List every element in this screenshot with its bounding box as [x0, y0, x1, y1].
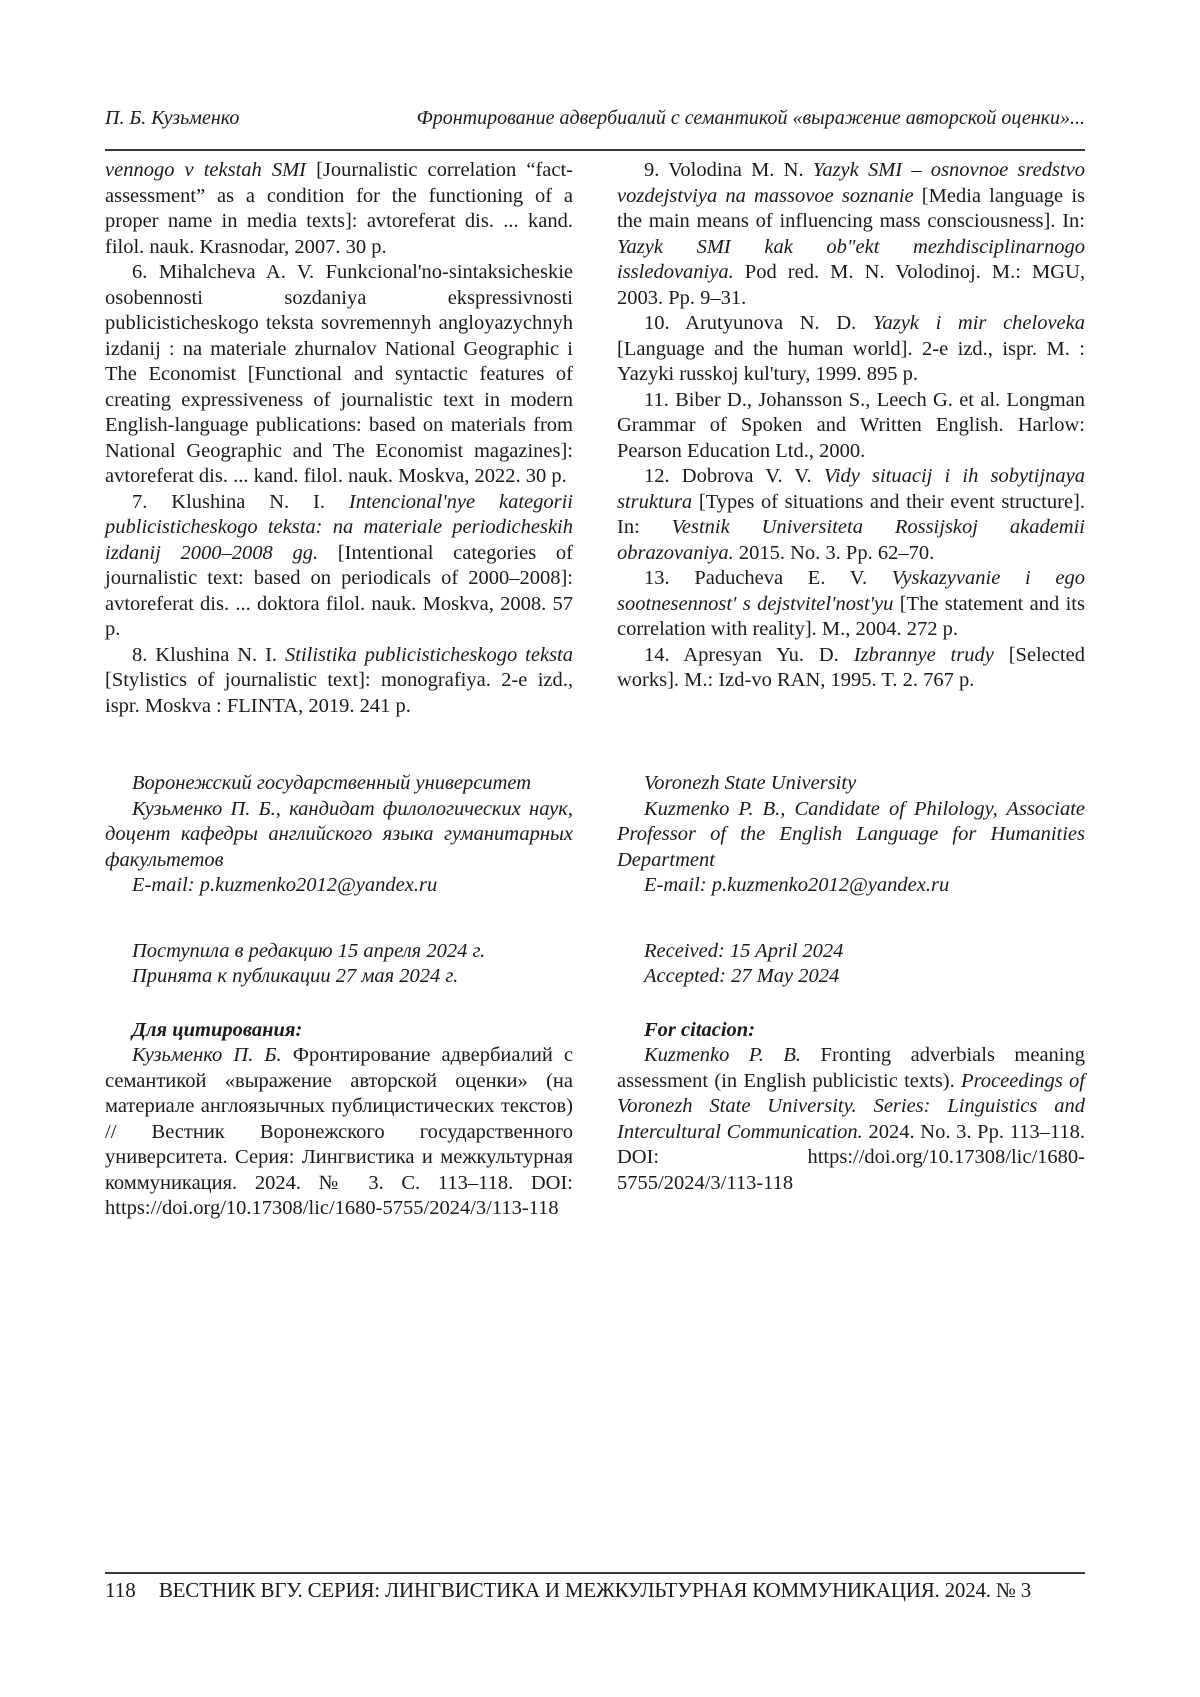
- running-head: [105, 106, 1085, 130]
- reference-item-10: 10. Arutyunova N. D. Yazyk i mir cheloveka [Language and the human world]. 2-e izd., ispr. M. : Yazyki russkoj kul'tury, 1999. 895 p.: [617, 312, 1086, 385]
- accepted-date-en: Accepted: 27 May 2024: [644, 965, 840, 987]
- citation-paragraph-ru: Кузьменко П. Б. Фронтирование адвербиалий с семантикой «выражение авторской оценки» (на материале англоязычных публицистических текстов) // Вестник Воронежского государственного университета. Серия: Лингвистика и межкультурная коммуникация. 2024. № 3. С. 113–118. DOI: https://doi.org/10.17308/lic/1680-5755/2024/3/113-118: [105, 1044, 573, 1219]
- citation-paragraph-en: Kuzmenko P. B. Fronting adverbials meaning assessment (in English publicistic texts). Proceedings of Voronezh State University. Series: Linguistics and Intercultural Communication. 2024. No. 3. Pp. 113–118. DOI: https://doi.org/10.17308/lic/1680-5755/2024/3/113-118: [617, 1044, 1086, 1194]
- reference-item-5-continuation: vennogo v tekstah SMI [Journalistic correlation “fact-assessment” as a condition for the functioning of a proper name in media texts]: avtoreferat dis. ... kand. filol. nauk. Krasnodar, 2007. 30 p.: [105, 159, 573, 258]
- reference-item-14: 14. Apresyan Yu. D. Izbrannye trudy [Selected works]. M.: Izd-vo RAN, 1995. T. 2. 767 p.: [617, 643, 1085, 691]
- affiliation-author-ru: Кузьменко П. Б., кандидат филологических наук, доцент кафедры английского языка гуманитарных факультетов: [105, 797, 573, 871]
- affiliation-block-ru: [105, 771, 573, 899]
- affiliation-author-en: Kuzmenko P. B., Candidate of Philology, Associate Professor of the English Language for Humanities Department: [617, 797, 1085, 871]
- running-head-title: Фронтирование адвербиалий с семантикой «выражение авторской оценки»...: [416, 107, 1085, 129]
- page-footer: [105, 1578, 1085, 1604]
- footer-journal-title: ВЕСТНИК ВГУ. СЕРИЯ: ЛИНГВИСТИКА И МЕЖКУЛЬТУРНАЯ КОММУНИКАЦИЯ. 2024. № 3: [158, 1578, 1032, 1602]
- references-column-left: [105, 158, 573, 719]
- running-head-author: П. Б. Кузьменко: [105, 107, 240, 129]
- affiliation-university-en: Voronezh State University: [644, 772, 857, 794]
- reference-item-9: 9. Volodina M. N. Yazyk SMI – osnovnoe sredstvo vozdejstviya na massovoe soznanie [Media language is the main means of influencing mass consciousness]. In: Yazyk SMI kak ob"ekt mezhdisciplinarnogo issledovaniya. Pod red. M. N. Volodinoj. M.: MGU, 2003. Pp. 9–31.: [617, 159, 1085, 309]
- reference-item-12: 12. Dobrova V. V. Vidy situacij i ih sobytijnaya struktura [Types of situations and their event structure]. In: Vestnik Universiteta Rossijskoj akademii obrazovaniya. 2015. No. 3. Pp. 62–70.: [617, 465, 1085, 564]
- header-rule: [105, 149, 1085, 151]
- references-column-right: [617, 158, 1085, 719]
- reference-item-8: 8. Klushina N. I. Stilistika publicisticheskogo teksta [Stylistics of journalistic text]: monografiya. 2-e izd., ispr. Moskva : FLINTA, 2019. 241 p.: [105, 643, 573, 717]
- citation-heading-en: For citacion:: [644, 1018, 756, 1041]
- page-body: [105, 158, 1085, 1222]
- received-date-ru: Поступила в редакцию 15 апреля 2024 г.: [132, 939, 486, 962]
- citation-block-ru: [105, 1018, 573, 1222]
- reference-item-7: 7. Klushina N. I. Intencional'nye kategorii publicisticheskogo teksta: na materiale periodicheskih izdanij 2000–2008 gg. [Intentional categories of journalistic text: based on periodicals of 2000–2008]: avtoreferat dis. ... doktora filol. nauk. Moskva, 2008. 57 p.: [105, 490, 573, 640]
- footer-rule: [105, 1572, 1085, 1574]
- reference-item-13: 13. Paducheva E. V. Vyskazyvanie i ego sootnesennost' s dejstvitel'nost'yu [The statement and its correlation with reality]. M., 2004. 272 p.: [617, 567, 1085, 640]
- citation-heading-ru: Для цитирования:: [132, 1018, 303, 1041]
- affiliation-email-ru: E-mail: p.kuzmenko2012@yandex.ru: [132, 874, 438, 896]
- affiliation-block-en: [617, 771, 1085, 899]
- affiliation-university-ru: Воронежский государственный университет: [132, 772, 532, 794]
- dates-block-en: [617, 939, 1085, 990]
- affiliation-email-en: E-mail: p.kuzmenko2012@yandex.ru: [644, 874, 950, 896]
- footer-page-number: 118: [105, 1578, 136, 1602]
- received-date-en: Received: 15 April 2024: [644, 939, 844, 962]
- dates-block-ru: [105, 939, 573, 990]
- reference-item-11: 11. Biber D., Johansson S., Leech G. et al. Longman Grammar of Spoken and Written English. Harlow: Pearson Education Ltd., 2000.: [617, 388, 1085, 462]
- accepted-date-ru: Принята к публикации 27 мая 2024 г.: [132, 965, 459, 987]
- citation-block-en: [617, 1018, 1085, 1222]
- reference-item-6: 6. Mihalcheva A. V. Funkcional'no-sintaksicheskie osobennosti sozdaniya ekspressivnosti publicisticheskogo teksta sovremennyh angloyazychnyh izdanij : na materiale zhurnalov National Geographic i The Economist [Functional and syntactic features of creating expressiveness of journalistic text in modern English-language publications: based on materials from National Geographic and The Economist magazines]: avtoreferat dis. ... kand. filol. nauk. Moskva, 2022. 30 p.: [105, 261, 573, 487]
